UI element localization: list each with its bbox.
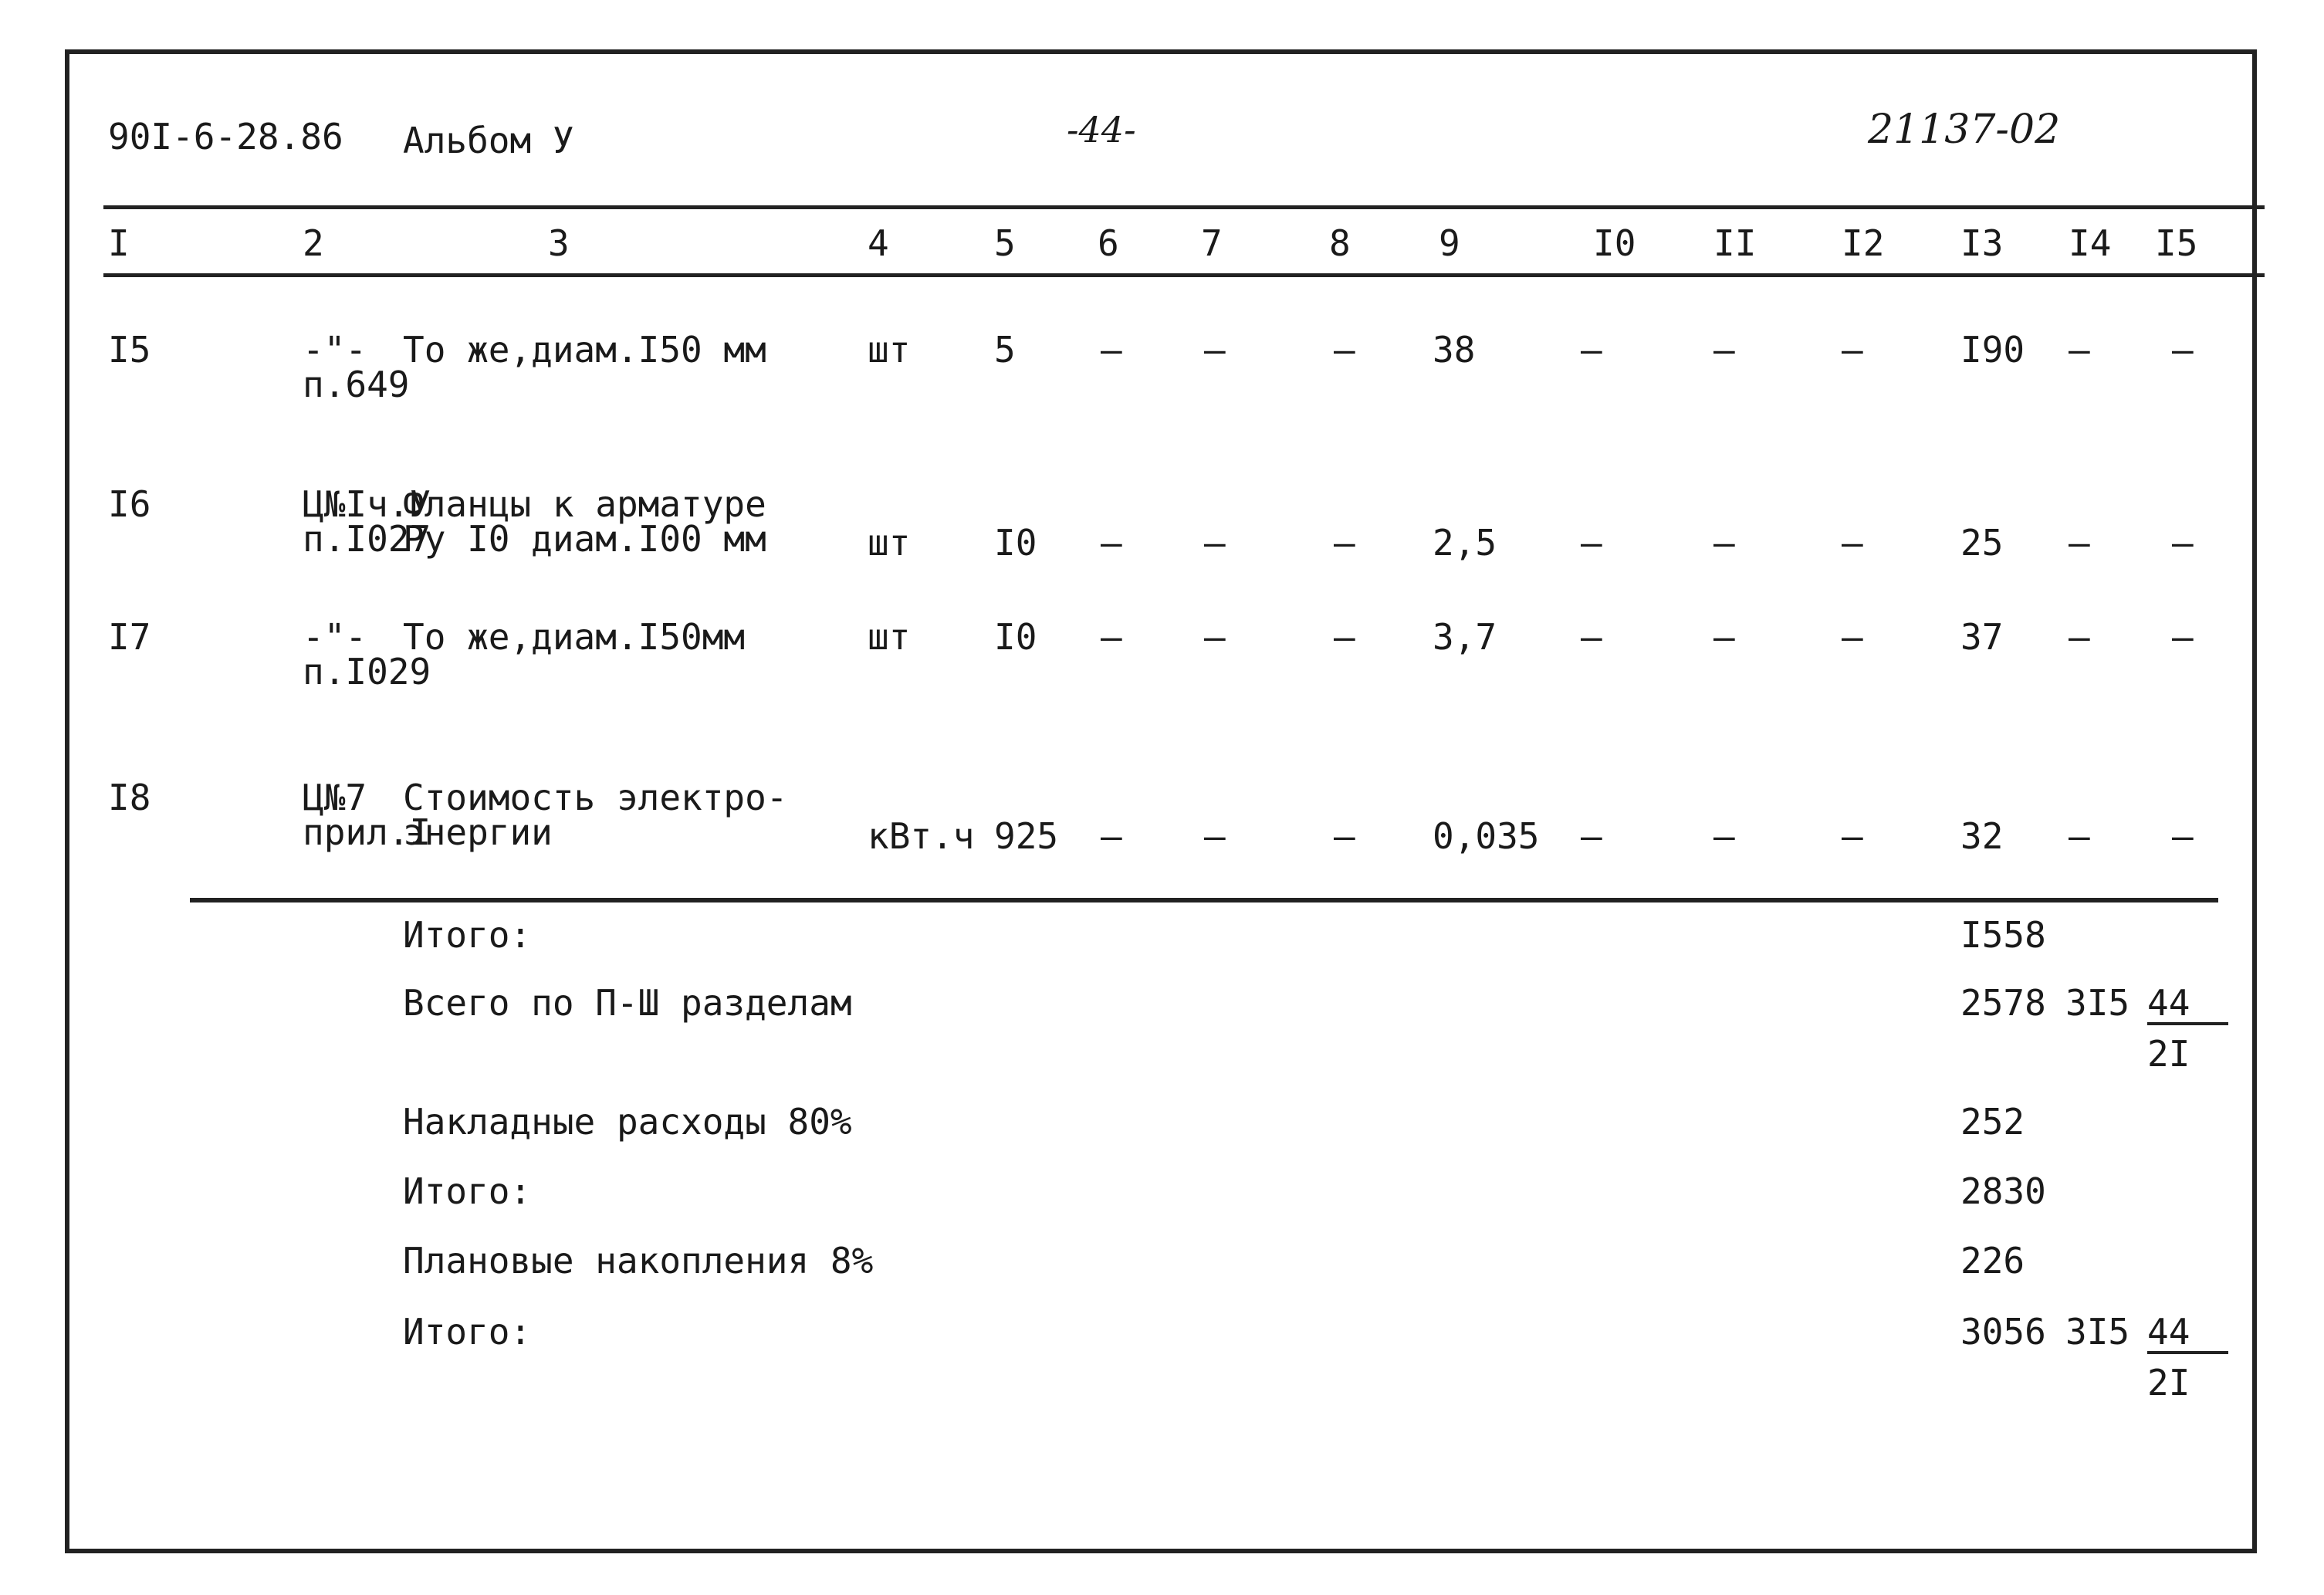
row-col-6: – [1101, 522, 1122, 564]
column-header-14: I4 [2069, 222, 2112, 264]
column-header-11: II [1713, 222, 1757, 264]
row-col-13: I90 [1960, 329, 2025, 371]
row-number: I7 [108, 616, 151, 658]
doc-code-right: 21137-02 [1868, 107, 2061, 153]
page-number: -44- [1067, 109, 1136, 151]
row-col-8: – [1334, 616, 1355, 658]
header-bottom-rule [103, 273, 2265, 277]
column-header-6: 6 [1098, 222, 1119, 264]
column-header-13: I3 [1960, 222, 2004, 264]
row-unit: кВт.ч [868, 815, 975, 857]
total-col-15-denominator: 2I [2147, 1033, 2190, 1075]
row-name-line1: Фланцы к арматуре [403, 483, 766, 525]
row-name-line1: То же,диам.I50 мм [403, 329, 766, 371]
total-col-15-denominator: 2I [2147, 1362, 2190, 1404]
row-name-line2: Ру I0 диам.I00 мм [403, 518, 766, 560]
row-number: I6 [108, 483, 151, 525]
total-label: Итого: [403, 1311, 532, 1353]
row-unit: шт [868, 616, 911, 658]
column-header-2: 2 [303, 222, 324, 264]
row-col-10: – [1581, 329, 1602, 371]
row-col-7: – [1204, 815, 1226, 857]
row-col-12: – [1842, 815, 1863, 857]
row-col-11: – [1713, 815, 1735, 857]
row-col-12: – [1842, 522, 1863, 564]
row-unit: шт [868, 522, 911, 564]
column-header-8: 8 [1329, 222, 1351, 264]
row-ref-line2: прил.I [303, 811, 431, 853]
row-col-12: – [1842, 616, 1863, 658]
row-col-12: – [1842, 329, 1863, 371]
row-col-11: – [1713, 329, 1735, 371]
row-col-13: 25 [1960, 522, 2004, 564]
row-col-8: – [1334, 522, 1355, 564]
total-col-13: 3056 [1960, 1311, 2046, 1353]
total-col-13: I558 [1960, 914, 2046, 956]
row-col-10: – [1581, 815, 1602, 857]
row-col-13: 32 [1960, 815, 2004, 857]
column-header-9: 9 [1439, 222, 1460, 264]
row-col-15: – [2172, 522, 2194, 564]
total-label: Итого: [403, 914, 532, 956]
row-col-11: – [1713, 616, 1735, 658]
row-col-14: – [2069, 522, 2090, 564]
total-label: Итого: [403, 1170, 532, 1212]
column-header-5: 5 [994, 222, 1016, 264]
row-name-line1: То же,диам.I50мм [403, 616, 746, 658]
row-name-line1: Стоимость электро- [403, 777, 788, 818]
total-col-15-numerator: 44 [2147, 1312, 2228, 1354]
row-qty: 5 [994, 329, 1016, 371]
row-ref-line2: п.649 [303, 364, 410, 405]
row-qty: I0 [994, 616, 1037, 658]
row-col-6: – [1101, 616, 1122, 658]
total-col-13: 226 [1960, 1240, 2025, 1282]
row-number: I5 [108, 329, 151, 371]
row-col-8: – [1334, 329, 1355, 371]
total-col-15-numerator: 44 [2147, 984, 2228, 1025]
total-col-14: 3I5 [2065, 982, 2130, 1024]
row-ref-line1: -"- [303, 616, 367, 658]
row-unit: шт [868, 329, 911, 371]
album-title: Альбом У [403, 120, 574, 161]
column-header-1: I [108, 222, 130, 264]
row-col-10: – [1581, 522, 1602, 564]
total-col-14: 3I5 [2065, 1311, 2130, 1353]
total-col-13: 2830 [1960, 1170, 2046, 1212]
row-number: I8 [108, 777, 151, 818]
column-header-10: I0 [1593, 222, 1636, 264]
column-header-7: 7 [1201, 222, 1223, 264]
total-label: Плановые накопления 8% [403, 1240, 874, 1282]
row-name-line2: энергии [403, 811, 553, 853]
total-label: Накладные расходы 80% [403, 1101, 852, 1143]
row-col-9: 3,7 [1433, 616, 1497, 658]
row-ref-line1: Ц№7 [303, 777, 367, 818]
doc-code-left: 90I-6-28.86 [108, 116, 343, 157]
row-ref-line1: Ц№Iч.У [303, 483, 431, 525]
row-col-7: – [1204, 522, 1226, 564]
row-col-7: – [1204, 616, 1226, 658]
row-col-11: – [1713, 522, 1735, 564]
column-header-3: 3 [548, 222, 570, 264]
row-ref-line1: -"- [303, 329, 367, 371]
header-top-rule [103, 205, 2265, 209]
total-col-13: 2578 [1960, 982, 2046, 1024]
totals-rule [190, 898, 2218, 902]
row-col-15: – [2172, 815, 2194, 857]
row-ref-line2: п.I027 [303, 518, 431, 560]
row-qty: I0 [994, 522, 1037, 564]
row-col-14: – [2069, 329, 2090, 371]
row-col-6: – [1101, 329, 1122, 371]
row-col-13: 37 [1960, 616, 2004, 658]
row-col-8: – [1334, 815, 1355, 857]
row-col-9: 38 [1433, 329, 1476, 371]
column-header-15: I5 [2155, 222, 2198, 264]
row-ref-line2: п.I029 [303, 651, 431, 693]
row-col-15: – [2172, 329, 2194, 371]
column-header-4: 4 [868, 222, 889, 264]
row-col-15: – [2172, 616, 2194, 658]
column-header-12: I2 [1842, 222, 1885, 264]
row-col-10: – [1581, 616, 1602, 658]
row-col-6: – [1101, 815, 1122, 857]
row-col-7: – [1204, 329, 1226, 371]
total-label: Всего по П-Ш разделам [403, 982, 852, 1024]
row-col-14: – [2069, 616, 2090, 658]
row-qty: 925 [994, 815, 1059, 857]
row-col-9: 2,5 [1433, 522, 1497, 564]
total-col-13: 252 [1960, 1101, 2025, 1143]
row-col-14: – [2069, 815, 2090, 857]
row-col-9: 0,035 [1433, 815, 1540, 857]
